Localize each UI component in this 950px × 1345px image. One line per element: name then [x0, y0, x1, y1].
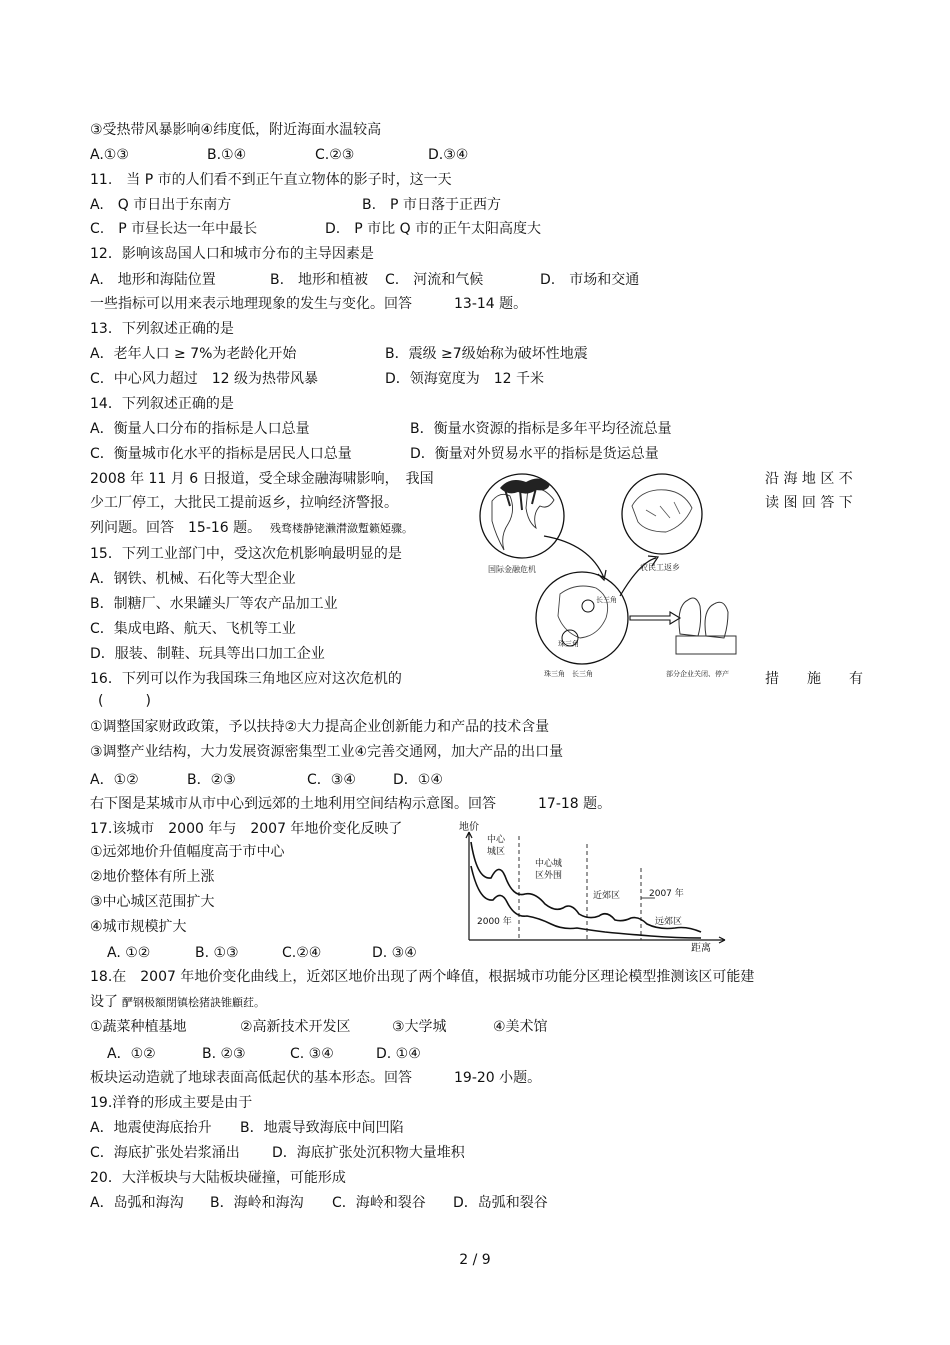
crisis-figure-svg	[470, 466, 760, 688]
q18-option-c: C. ③④	[290, 1046, 334, 1062]
q18-choice-3: ③大学城	[392, 1019, 447, 1035]
label-closure: 部分企业关闭、停产	[666, 670, 729, 678]
q17-choice-2: ②地价整体有所上涨	[90, 869, 215, 885]
q16-stem: 16．下列可以作为我国珠三角地区应对这次危机的	[90, 671, 402, 687]
q14-option-d: D．衡量对外贸易水平的指标是货运总量	[410, 446, 659, 462]
q15-16-intro-2: 少工厂停工，大批民工提前返乡，拉响经济警报。	[90, 495, 398, 511]
garbled-text-1: 残骛楼静铑濑潸潋蹔籁婭骤。	[270, 522, 413, 535]
label-bottom-regions: 珠三角 长三角	[544, 670, 593, 678]
q15-option-b: B．制糖厂、水果罐头厂等农产品加工业	[90, 596, 338, 612]
q10-option-c: C.②③	[315, 147, 355, 163]
q10-statement: ③受热带风暴影响④纬度低，附近海面水温较高	[90, 122, 382, 138]
q15-16-intro-1: 2008 年 11 月 6 日报道，受全球金融海啸影响， 我国	[90, 471, 434, 487]
year-2000-label: 2000 年	[477, 917, 512, 927]
storm-cloud-icon	[500, 478, 550, 493]
q14-option-c: C．衡量城市化水平的指标是居民人口总量	[90, 446, 352, 462]
q12-option-d: D. 市场和交通	[540, 272, 640, 288]
q18-choice-2: ②高新技术开发区	[240, 1019, 351, 1035]
factory-building-icon	[676, 636, 736, 654]
q10-option-d: D.③④	[428, 147, 469, 163]
q18-option-a: A．①②	[107, 1046, 156, 1062]
q13-option-a: A．老年人口 ≥ 7%为老龄化开始	[90, 346, 297, 362]
q19-option-d: D．海底扩张处沉积物大量堆积	[272, 1145, 465, 1161]
q18-choice-4: ④美术馆	[493, 1019, 548, 1035]
q15-stem: 15．下列工业部门中，受这次危机影响最明显的是	[90, 546, 402, 562]
y-axis-label: 地价	[459, 822, 479, 833]
q12-option-b: B. 地形和植被	[270, 272, 369, 288]
arrow-crisis-to-china	[544, 536, 604, 578]
continent-europe-africa	[526, 488, 554, 528]
zone-center-label-2: 城区	[487, 847, 506, 857]
arrow-to-closure	[630, 612, 680, 624]
q16-option-c: C．③④	[307, 772, 356, 788]
q19-option-b: B．地震导致海底中间凹陷	[240, 1120, 404, 1136]
q20-option-d: D．岛弧和裂谷	[453, 1195, 548, 1211]
q18-stem-1: 18.在 2007 年地价变化曲线上，近郊区地价出现了两个峰值，根据城市功能分区理论模型推测该区可能建	[90, 969, 755, 985]
crisis-figure	[470, 466, 760, 688]
migration-arrows-icon	[646, 502, 680, 518]
q13-stem: 13．下列叙述正确的是	[90, 321, 234, 337]
garbled-text-2: 酽钢极額閉镇桧猪訣锥顧荭。	[122, 996, 265, 1009]
factory-smoke-icon	[679, 598, 701, 636]
q16-stem-right: 措 施 有	[765, 671, 863, 687]
zone-outer-label-1: 中心城	[535, 859, 563, 869]
q16-answer-bracket: ( )	[98, 693, 151, 709]
label-zhusanjiao: 珠三角	[558, 640, 579, 648]
q17-option-a: A. ①②	[107, 945, 151, 961]
q15-16-intro-1-right: 沿 海 地 区 不	[765, 471, 853, 487]
x-axis-label: 距离	[691, 943, 711, 953]
q10-option-a: A.①③	[90, 147, 129, 163]
q18-choice-1: ①蔬菜种植基地	[90, 1019, 187, 1035]
q17-18-intro: 右下图是某城市从市中心到远郊的土地利用空间结构示意图。回答 17-18 题。	[90, 796, 612, 812]
q19-option-c: C．海底扩张处岩浆涌出	[90, 1145, 240, 1161]
landprice-figure-svg	[455, 818, 730, 953]
q20-option-b: B．海岭和海沟	[210, 1195, 304, 1211]
q19-20-intro: 板块运动造就了地球表面高低起伏的基本形态。回答 19-20 小题。	[90, 1070, 542, 1086]
q13-option-c: C．中心风力超过 12 级为热带风暴	[90, 371, 319, 387]
q15-option-a: A．钢铁、机械、石化等大型企业	[90, 571, 296, 587]
q12-stem: 12．影响该岛国人口和城市分布的主导因素是	[90, 246, 374, 262]
q11-option-d: D. P 市比 Q 市的正午太阳高度大	[325, 221, 542, 237]
factory-smoke-icon-2	[705, 602, 728, 638]
q19-option-a: A．地震使海底抬升	[90, 1120, 212, 1136]
year-2007-label: 2007 年	[649, 889, 684, 899]
asia-map-outline	[558, 586, 608, 638]
label-changsanjiao: 长三角	[596, 596, 617, 604]
q16-option-a: A．①②	[90, 772, 139, 788]
q16-choice-1-2: ①调整国家财政政策，予以扶持②大力提高企业创新能力和产品的技术含量	[90, 719, 550, 735]
q16-choice-3-4: ③调整产业结构，大力发展资源密集型工业④完善交通网，加大产品的出口量	[90, 744, 564, 760]
q10-option-b: B.①④	[207, 147, 247, 163]
q16-option-d: D．①④	[393, 772, 443, 788]
arrow-head-icon	[598, 570, 606, 580]
q14-option-b: B．衡量水资源的指标是多年平均径流总量	[410, 421, 672, 437]
label-global-crisis: 国际金融危机	[488, 565, 536, 574]
page-number: 2 / 9	[459, 1252, 491, 1268]
globe-china	[622, 474, 702, 554]
china-map-outline	[632, 490, 692, 532]
q18-stem-2: 设了	[90, 994, 118, 1010]
q20-option-c: C．海岭和裂谷	[332, 1195, 426, 1211]
q17-option-c: C.②④	[282, 945, 322, 961]
q14-option-a: A．衡量人口分布的指标是人口总量	[90, 421, 310, 437]
landprice-figure	[455, 818, 730, 953]
q20-option-a: A．岛弧和海沟	[90, 1195, 184, 1211]
q17-choice-4: ④城市规模扩大	[90, 919, 187, 935]
q17-choice-3: ③中心城区范围扩大	[90, 894, 215, 910]
q20-stem: 20．大洋板块与大陆板块碰撞，可能形成	[90, 1170, 346, 1186]
q13-option-d: D．领海宽度为 12 千米	[385, 371, 545, 387]
zone-center-label-1: 中心	[487, 835, 506, 845]
zone-far-label: 远郊区	[655, 917, 683, 927]
q11-stem: 11. 当 P 市的人们看不到正午直立物体的影子时，这一天	[90, 172, 452, 188]
q11-option-b: B. P 市日落于正西方	[362, 197, 501, 213]
q12-option-c: C. 河流和气候	[385, 272, 484, 288]
q16-option-b: B．②③	[187, 772, 236, 788]
q11-option-a: A. Q 市日出于东南方	[90, 197, 232, 213]
q15-16-intro-3: 列问题。回答 15-16 题。	[90, 520, 262, 536]
q19-stem: 19.洋脊的形成主要是由于	[90, 1095, 253, 1111]
q15-option-c: C．集成电路、航天、飞机等工业	[90, 621, 296, 637]
q18-option-d: D. ①④	[376, 1046, 421, 1062]
q17-option-b: B. ①③	[195, 945, 239, 961]
q13-14-intro: 一些指标可以用来表示地理现象的发生与变化。回答 13-14 题。	[90, 296, 528, 312]
q11-option-c: C. P 市昼长达一年中最长	[90, 221, 258, 237]
q17-stem: 17.该城市 2000 年与 2007 年地价变化反映了	[90, 821, 403, 837]
zone-near-label: 近郊区	[593, 891, 621, 901]
q15-16-intro-2-right: 读 图 回 答 下	[765, 495, 853, 511]
q18-option-b: B. ②③	[202, 1046, 246, 1062]
q13-option-b: B．震级 ≥7级始称为破坏性地震	[385, 346, 588, 362]
q14-stem: 14．下列叙述正确的是	[90, 396, 234, 412]
label-workers-return: 农民工返乡	[640, 563, 680, 572]
zone-outer-label-2: 区外围	[535, 871, 563, 881]
changsanjiao-marker-icon	[582, 600, 594, 612]
q12-option-a: A. 地形和海陆位置	[90, 272, 216, 288]
q15-option-d: D．服装、制鞋、玩具等出口加工企业	[90, 646, 325, 662]
q17-option-d: D. ③④	[372, 945, 417, 961]
q17-choice-1: ①远郊地价升值幅度高于市中心	[90, 844, 285, 860]
